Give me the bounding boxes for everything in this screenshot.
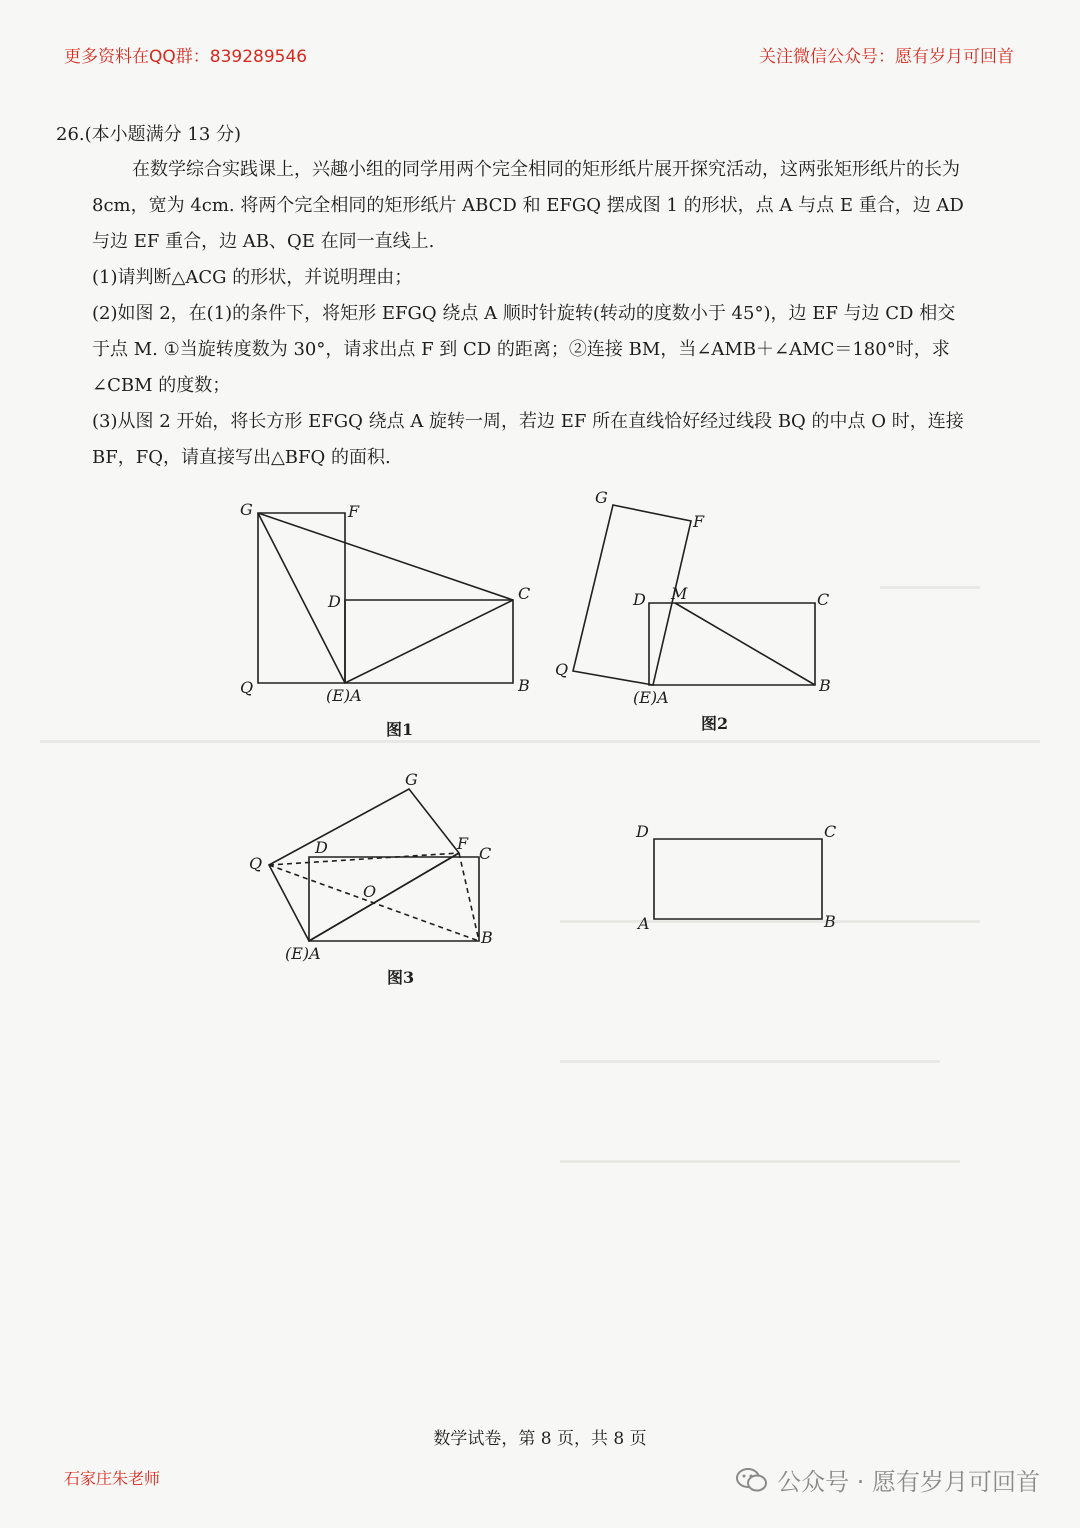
segment-mb: [675, 603, 815, 685]
segment-qb: [269, 865, 479, 941]
wechat-icon: [735, 1466, 769, 1494]
rect-efgq-rotated: [269, 789, 459, 941]
figure-3-caption: 图3: [387, 968, 415, 987]
header-left-watermark: 更多资料在QQ群：839289546: [64, 47, 308, 67]
label-d: D: [633, 590, 646, 609]
figure-1-caption: 图1: [386, 720, 414, 739]
label-c: C: [824, 822, 837, 841]
figure-1: [230, 495, 550, 745]
label-b: B: [824, 912, 836, 931]
figure-4: [630, 815, 860, 945]
figure-2-caption: 图2: [701, 714, 729, 733]
label-ea: (E)A: [633, 688, 669, 707]
segment-qf: [269, 853, 459, 865]
bleed-mark: [560, 1060, 940, 1063]
label-g: G: [405, 770, 418, 789]
bleed-mark: [880, 586, 980, 589]
label-q: Q: [555, 660, 569, 679]
label-b: B: [481, 928, 493, 947]
rect-abcd: [654, 839, 822, 919]
rect-abcd: [649, 603, 815, 685]
account-watermark: [735, 1462, 1040, 1497]
segment-af: [309, 853, 459, 941]
label-o: O: [363, 882, 377, 901]
bleed-mark: [560, 1160, 960, 1163]
account-watermark-text: 公众号 · 愿有岁月可回首: [777, 1468, 1040, 1496]
label-q: Q: [249, 854, 263, 873]
label-b: B: [819, 676, 831, 695]
segment-fb: [459, 853, 479, 941]
question-intro: 在数学综合实践课上，兴趣小组的同学用两个完全相同的矩形纸片展开探究活动，这两张矩形纸片的长为 8cm，宽为 4cm. 将两个完全相同的矩形纸片 ABCD 和 EFGQ 摆成图 1 的形状，点 A 与点 E 重合，边 AD 与边 EF 重合，边 AB、QE 在同一直线上.: [92, 159, 964, 252]
label-c: C: [817, 590, 830, 609]
question-number: 26.(本小题满分 13 分): [56, 124, 242, 145]
label-d: D: [328, 592, 341, 611]
label-a: A: [638, 914, 650, 933]
figure-3: [245, 765, 515, 995]
label-d: D: [315, 838, 328, 857]
label-f: F: [693, 512, 705, 531]
label-d: D: [636, 822, 649, 841]
figure-2: [545, 485, 865, 745]
label-c: C: [518, 584, 531, 603]
question-part-2: (2)如图 2，在(1)的条件下，将矩形 EFGQ 绕点 A 顺时针旋转(转动的度数小于 45°)，边 EF 与边 CD 相交于点 M. ①当旋转度数为 30°，请求出点 F 到 CD 的距离；②连接 BM，当∠AMB＋∠AMC＝180°时，求∠CBM 的度数；: [92, 303, 956, 396]
page-footer: 数学试卷，第 8 页，共 8 页: [433, 1429, 647, 1449]
label-ea: (E)A: [285, 944, 321, 963]
label-g: G: [240, 500, 253, 519]
segment-ac: [345, 600, 513, 683]
label-q: Q: [240, 678, 254, 697]
label-f: F: [348, 502, 360, 521]
question-part-3: (3)从图 2 开始，将长方形 EFGQ 绕点 A 旋转一周，若边 EF 所在直线恰好经过线段 BQ 的中点 O 时，连接 BF，FQ，请直接写出△BFQ 的面积.: [92, 411, 964, 468]
question-part-1: (1)请判断△ACG 的形状，并说明理由；: [92, 267, 413, 288]
label-c: C: [479, 844, 492, 863]
label-f: F: [457, 834, 469, 853]
author-watermark: 石家庄朱老师: [64, 1469, 161, 1488]
rect-abcd: [309, 857, 479, 941]
label-g: G: [595, 488, 608, 507]
header-right-watermark: 关注微信公众号：愿有岁月可回首: [759, 47, 1014, 67]
label-b: B: [518, 676, 530, 695]
label-ea: (E)A: [326, 686, 362, 705]
label-m: M: [671, 584, 688, 603]
